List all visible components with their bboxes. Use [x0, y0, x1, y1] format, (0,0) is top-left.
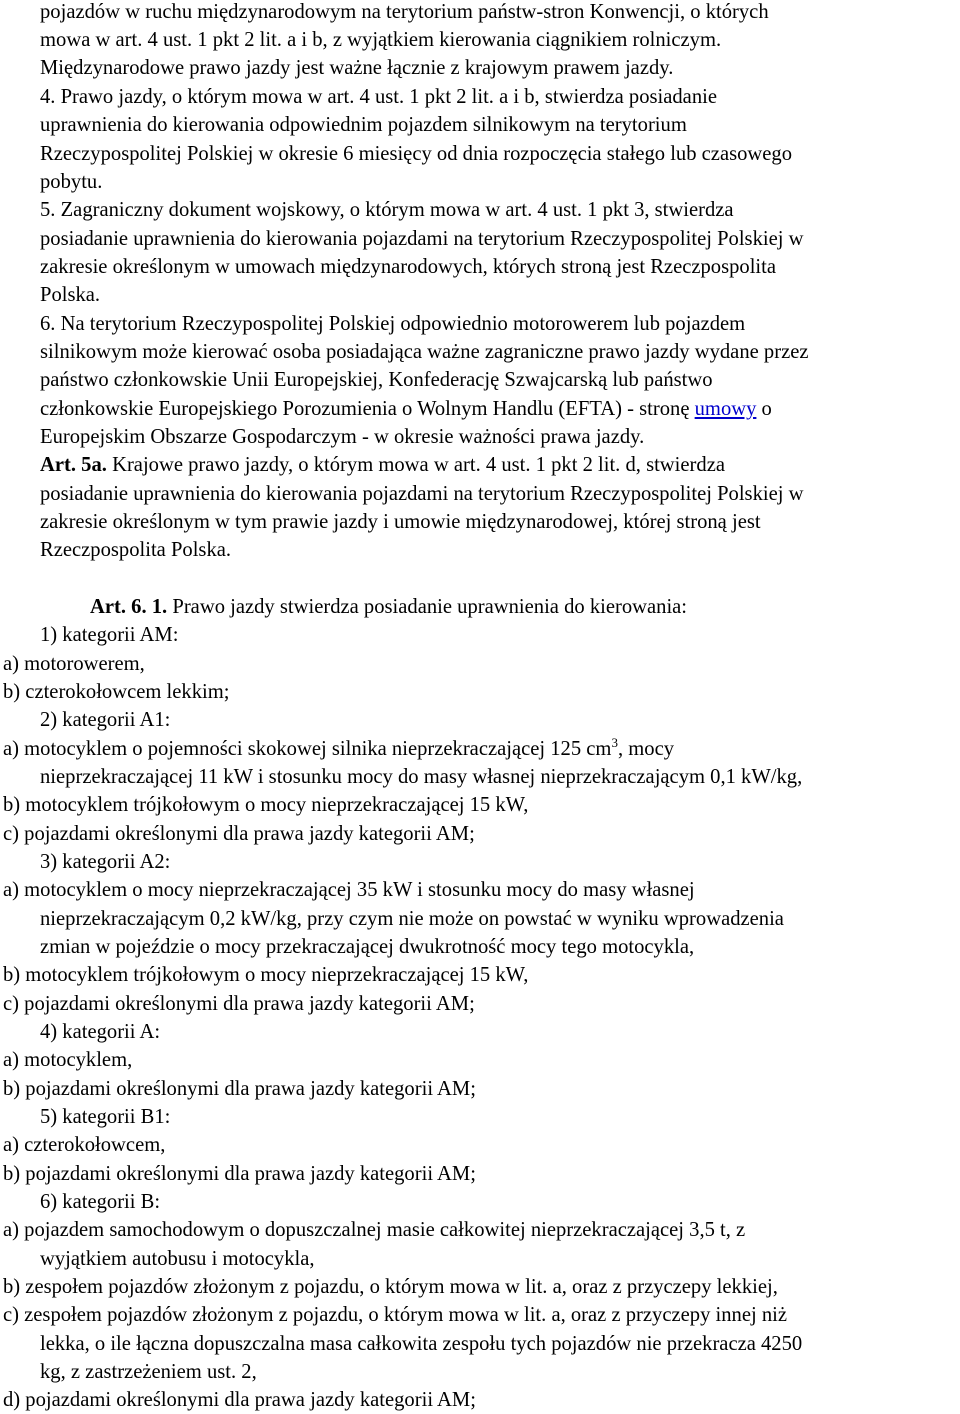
article-6-heading — [90, 593, 687, 621]
list-item-continuation: wyjątkiem autobusu i motocykla, — [40, 1248, 315, 1270]
list-item: c) pojazdami określonymi dla prawa jazdy kategorii AM; — [3, 823, 475, 845]
paragraph-4-line: 4. Prawo jazdy, o którym mowa w art. 4 ust. 1 pkt 2 lit. a i b, stwierdza posiadanie — [40, 86, 717, 108]
text-line: Międzynarodowe prawo jazdy jest ważne łącznie z krajowym prawem jazdy. — [40, 57, 674, 79]
category-heading: 3) kategorii A2: — [40, 851, 171, 873]
text-segment: Krajowe prawo jazdy, o którym mowa w art. 4 ust. 1 pkt 2 lit. d, stwierdza — [106, 454, 725, 476]
article-5a-line: posiadanie uprawnienia do kierowania pojazdami na terytorium Rzeczypospolitej Polskiej w — [40, 483, 804, 505]
list-item — [3, 735, 674, 763]
list-item: b) pojazdami określonymi dla prawa jazdy kategorii AM; — [3, 1163, 476, 1185]
list-item-continuation: zmian w pojeździe o mocy przekraczającej dwukrotność mocy tego motocykla, — [40, 936, 695, 958]
paragraph-5-line: 5. Zagraniczny dokument wojskowy, o którym mowa w art. 4 ust. 1 pkt 3, stwierdza — [40, 199, 734, 221]
list-item-continuation: nieprzekraczającej 11 kW i stosunku mocy do masy własnej nieprzekraczającym 0,1 kW/kg, — [40, 766, 803, 788]
article-5a-line: Rzeczpospolita Polska. — [40, 539, 232, 561]
list-item-continuation: nieprzekraczającym 0,2 kW/kg, przy czym nie może on powstać w wyniku wprowadzenia — [40, 908, 784, 930]
list-item: c) pojazdami określonymi dla prawa jazdy kategorii AM; — [3, 993, 475, 1015]
paragraph-4-line: Rzeczypospolitej Polskiej w okresie 6 miesięcy od dnia rozpoczęcia stałego lub czasowego — [40, 143, 793, 165]
paragraph-5-line: Polska. — [40, 284, 101, 306]
list-item: c) zespołem pojazdów złożonym z pojazdu, o którym mowa w lit. a, oraz z przyczepy innej niż — [3, 1304, 788, 1326]
list-item: a) motocyklem o mocy nieprzekraczającej 35 kW i stosunku mocy do masy własnej — [3, 879, 695, 901]
paragraph-6-line: Europejskim Obszarze Gospodarczym - w okresie ważności prawa jazdy. — [40, 426, 645, 448]
article-5a-label: Art. 5a. — [40, 454, 107, 476]
umowy-link[interactable]: umowy — [694, 398, 757, 420]
article-5a-line: zakresie określonym w tym prawie jazdy i umowie międzynarodowej, której stroną jest — [40, 511, 761, 533]
list-item-continuation: kg, z zastrzeżeniem ust. 2, — [40, 1361, 257, 1383]
text-line: mowa w art. 4 ust. 1 pkt 2 lit. a i b, z wyjątkiem kierowania ciągnikiem rolniczym. — [40, 29, 722, 51]
list-item-continuation: lekka, o ile łączna dopuszczalna masa całkowita zespołu tych pojazdów nie przekracza 4250 — [40, 1333, 803, 1355]
paragraph-6-line: 6. Na terytorium Rzeczypospolitej Polskiej odpowiednio motorowerem lub pojazdem — [40, 313, 746, 335]
list-item: b) czterokołowcem lekkim; — [3, 681, 230, 703]
list-item: b) motocyklem trójkołowym o mocy nieprzekraczającej 15 kW, — [3, 794, 529, 816]
paragraph-4-line: pobytu. — [40, 171, 103, 193]
category-heading: 4) kategorii A: — [40, 1021, 161, 1043]
list-item: b) motocyklem trójkołowym o mocy nieprzekraczającej 15 kW, — [3, 964, 529, 986]
list-item: b) zespołem pojazdów złożonym z pojazdu, o którym mowa w lit. a, oraz z przyczepy lekkiej, — [3, 1276, 778, 1298]
category-heading: 1) kategorii AM: — [40, 624, 179, 646]
text-line: pojazdów w ruchu międzynarodowym na terytorium państw-stron Konwencji, o których — [40, 1, 769, 23]
article-5a-line — [40, 451, 725, 479]
list-item: d) pojazdami określonymi dla prawa jazdy kategorii AM; — [3, 1389, 476, 1411]
paragraph-6-line: silnikowym może kierować osoba posiadająca ważne zagraniczne prawo jazdy wydane przez — [40, 341, 809, 363]
list-item: a) pojazdem samochodowym o dopuszczalnej masie całkowitej nieprzekraczającej 3,5 t, z — [3, 1219, 746, 1241]
superscript: 3 — [611, 735, 618, 750]
list-item: a) czterokołowcem, — [3, 1134, 166, 1156]
text-segment: Prawo jazdy stwierdza posiadanie uprawnienia do kierowania: — [167, 596, 688, 618]
paragraph-5-line: zakresie określonym w umowach międzynarodowych, których stroną jest Rzeczpospolita — [40, 256, 777, 278]
text-segment: o — [756, 398, 772, 420]
text-segment: , mocy — [617, 738, 675, 760]
category-heading: 6) kategorii B: — [40, 1191, 161, 1213]
article-6-label: Art. 6. 1. — [90, 596, 168, 618]
list-item: b) pojazdami określonymi dla prawa jazdy kategorii AM; — [3, 1078, 476, 1100]
paragraph-6-line — [40, 395, 772, 423]
category-heading: 5) kategorii B1: — [40, 1106, 171, 1128]
list-item: a) motocyklem, — [3, 1049, 133, 1071]
list-item: a) motorowerem, — [3, 653, 145, 675]
paragraph-6-line: państwo członkowskie Unii Europejskiej, Konfederację Szwajcarską lub państwo — [40, 369, 713, 391]
paragraph-4-line: uprawnienia do kierowania odpowiednim pojazdem silnikowym na terytorium — [40, 114, 687, 136]
paragraph-5-line: posiadanie uprawnienia do kierowania pojazdami na terytorium Rzeczypospolitej Polskiej w — [40, 228, 804, 250]
category-heading: 2) kategorii A1: — [40, 709, 171, 731]
text-segment: a) motocyklem o pojemności skokowej silnika nieprzekraczającej 125 cm — [3, 738, 612, 760]
text-segment: członkowskie Europejskiego Porozumienia o Wolnym Handlu (EFTA) - stronę — [40, 398, 695, 420]
